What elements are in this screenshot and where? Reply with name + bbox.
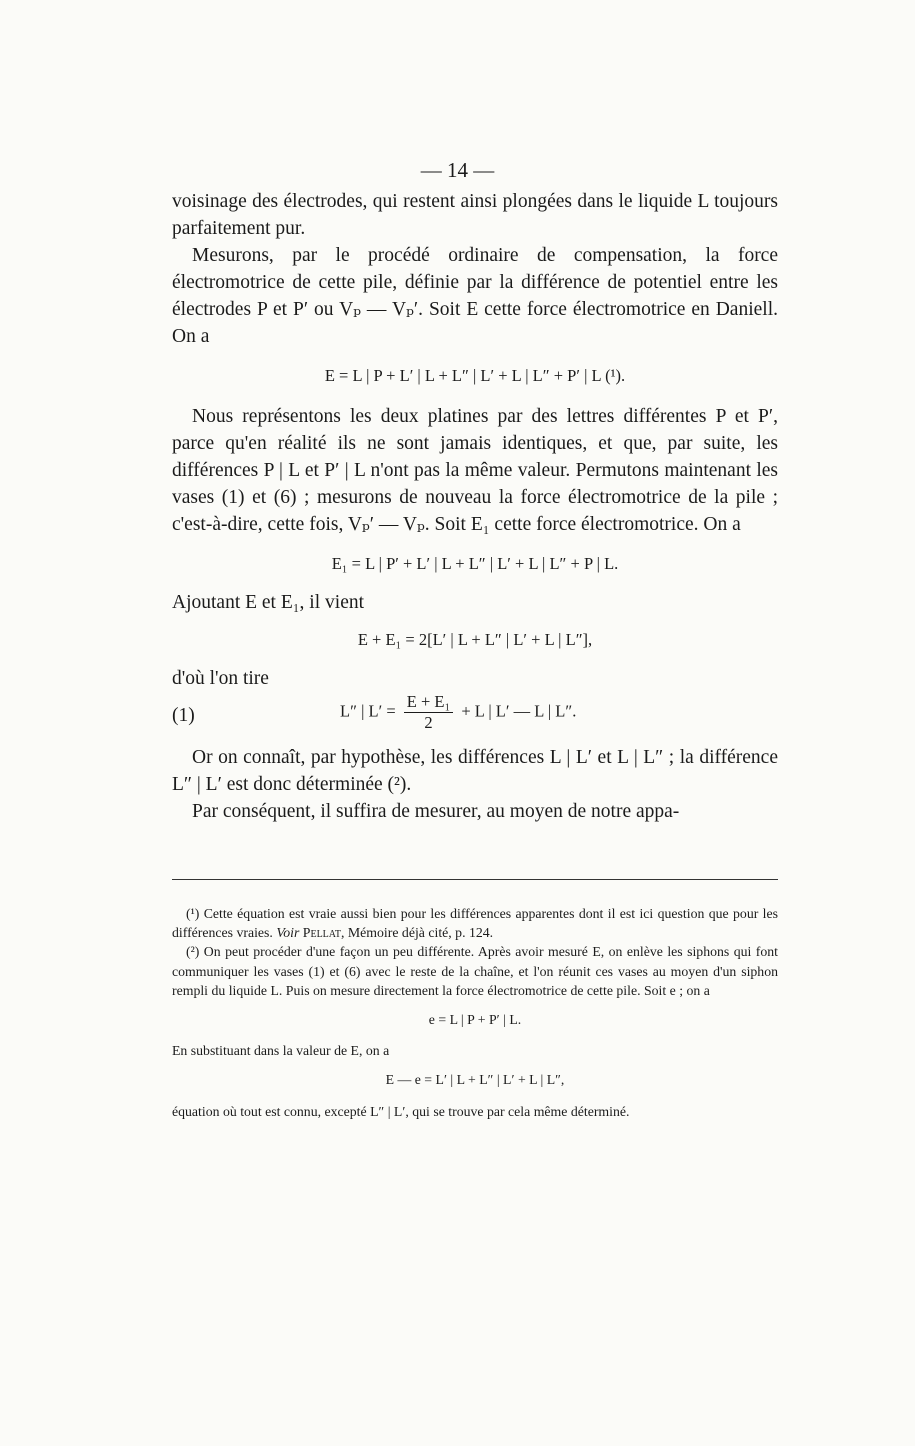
paragraph-6: Or on connaît, par hypothèse, les différences L | L′ et L | L″ ; la différence L″ | L′ est donc déterminée (²).	[172, 747, 778, 795]
footnote-2-end: équation où tout est connu, excepté L″ | L′, qui se trouve par cela même déterminé.	[172, 1103, 630, 1119]
footnote-1: (¹) Cette équation est vraie aussi bien pour les différences apparentes dont il est ici question que pour les différences vraies. Voir Pellat, Mémoire déjà cité, p. 124.	[172, 906, 778, 941]
footnote-rule	[172, 879, 778, 880]
paragraph-5: d'où l'on tire	[172, 668, 269, 689]
paragraph-2: Mesurons, par le procédé ordinaire de compensation, la force électromotrice de cette pile, définie par la différence de potentiel entre les électrodes P et P′ ou Vₚ — Vₚ′. Soit E cette force électromotrice en Daniell. On a	[172, 245, 778, 347]
footnote-equation-1: e = L | P + P′ | L.	[428, 1012, 522, 1028]
main-text	[172, 188, 778, 825]
equation-right: + L | L′ — L | L″.	[461, 701, 577, 721]
footnote-author: Pellat	[302, 925, 342, 941]
equation-1: E = L | P + L′ | L + L″ | L′ + L | L″ + P′ | L (¹).	[324, 366, 626, 385]
footnote-2: (²) On peut procéder d'une façon un peu différente. Après avoir mesuré E, on enlève les siphons qui font communiquer les vases (1) et (6) avec le reste de la chaîne, et l'on réunit ces vases au moyen d'un siphon rempli du liquide L. Puis on mesure directement la force électromotrice de cette pile. Soit e ; on a	[172, 944, 778, 998]
paragraph-3: Nous représentons les deux platines par des lettres différentes P et P′, parce qu'en réalité ils ne sont jamais identiques, et que, par suite, les différences P | L et P′ | L n'ont pas la même valeur. Permutons maintenant les vases (1) et (6) ; mesurons de nouveau la force électromotrice de la pile ; c'est-à-dire, cette fois, Vₚ′ — Vₚ. Soit E₁ cette force électromotrice. On a	[172, 406, 778, 535]
page-number: — 14 —	[420, 158, 495, 182]
fraction-numerator: E + E₁	[404, 692, 453, 713]
equation-3: E + E₁ = 2[L′ | L + L″ | L′ + L | L″],	[357, 630, 593, 649]
footnote-equation-2: E — e = L′ | L + L″ | L′ + L | L″,	[385, 1072, 565, 1088]
footnotes	[172, 904, 778, 1121]
fraction-denominator: 2	[424, 713, 433, 732]
equation-number: (1)	[172, 705, 195, 726]
equation-2: E₁ = L | P′ + L′ | L + L″ | L′ + L | L″ + P | L.	[331, 554, 619, 573]
paragraph-7: Par conséquent, il suffira de mesurer, au moyen de notre appa-	[192, 801, 680, 822]
footnote-voir: Voir	[276, 925, 300, 941]
paragraph-4: Ajoutant E et E₁, il vient	[172, 592, 365, 613]
footnote-2-continued: En substituant dans la valeur de E, on a	[172, 1043, 390, 1059]
paragraph-1: voisinage des électrodes, qui restent ainsi plongées dans le liquide L toujours parfaitement pur.	[172, 191, 778, 239]
fraction	[404, 692, 453, 733]
equation-left: L″ | L′ =	[340, 701, 396, 721]
fraction-expression	[340, 692, 576, 733]
equation-4	[172, 692, 778, 738]
